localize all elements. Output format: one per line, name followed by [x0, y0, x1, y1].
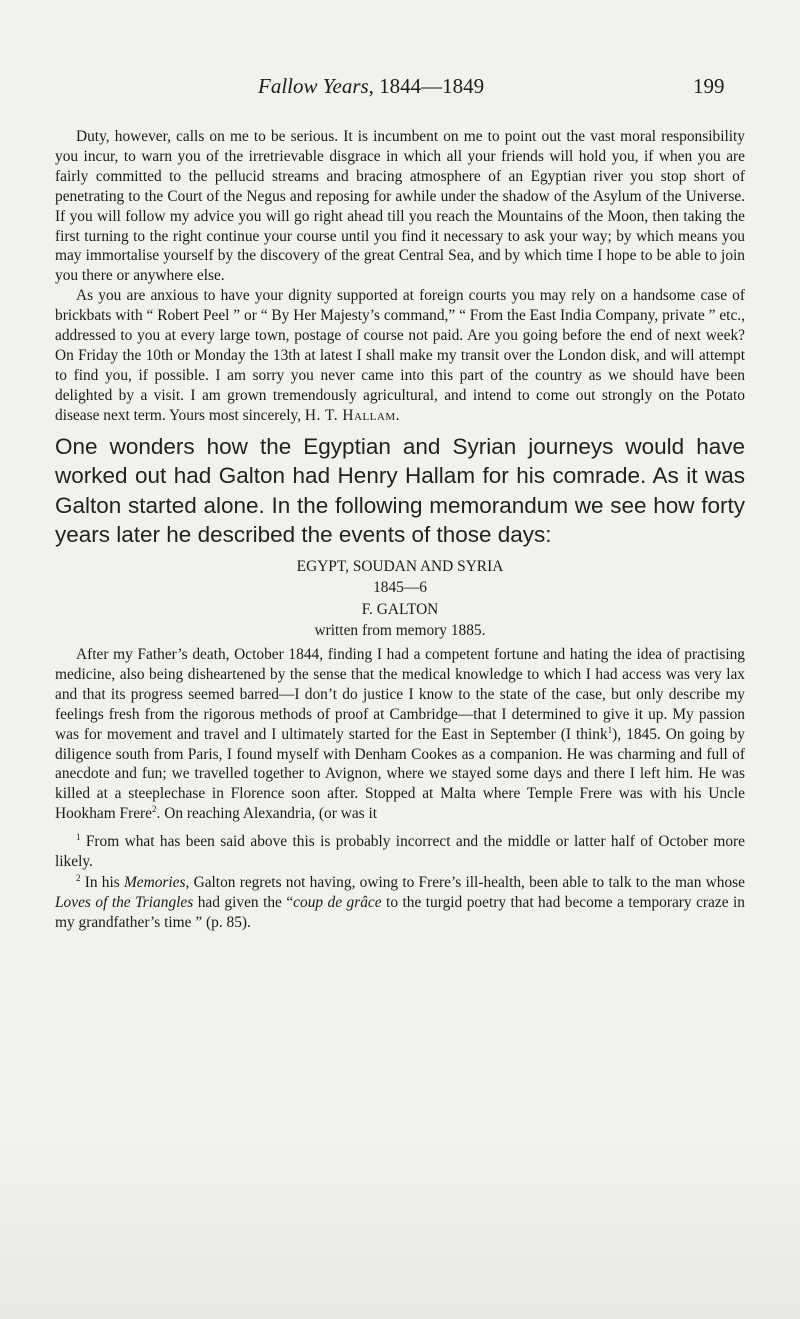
footnote-1-number: 1: [76, 832, 81, 842]
running-title-years: 1844—1849: [373, 74, 485, 98]
page-body: [55, 127, 745, 933]
running-title-italic: Fallow Years,: [258, 74, 374, 98]
footnote-2-book-title: Loves of the Triangles: [55, 893, 194, 911]
running-header: [0, 74, 800, 104]
commentary-paragraph: One wonders how the Egyptian and Syrian journeys would have worked out had Galton had Henry Hallam for his comrade. As it was Galton started alone. In the following memorandum we see how forty years later he described the events of those days:: [55, 433, 745, 548]
letter-paragraph-1: Duty, however, calls on me to be serious. It is incumbent on me to point out the vast moral responsibility you incur, to warn you of the irretrievable disgrace in which all your friends will hold you, if when you are fairly committed to the pellucid streams and bracing atmosphere of an Egyptian river you stop short of penetrating to the Court of the Negus and reposing for awhile under the shadow of the Asylum of the Universe. If you will follow my advice you will go right ahead till you reach the Mountains of the Moon, then taking the first turning to the right continue your course until you find it necessary to ask your way; by which means you may immortalise yourself by the discovery of the great Central Sea, and by which time I hope to be able to join you there or anywhere else.: [55, 128, 745, 285]
footnote-1-text: From what has been said above this is probably incorrect and the middle or latter half of October more likely.: [55, 833, 745, 871]
page-number: 199: [693, 74, 725, 98]
footnote-2-memories: Memories: [123, 873, 186, 891]
page-shadow: [0, 1139, 800, 1319]
footnote-2-number: 2: [76, 872, 81, 883]
footnote-2-mid2: had given the “: [193, 893, 294, 911]
footnote-1: [55, 832, 745, 872]
memo-text-c: . On reaching Alexandria, (or was it: [156, 805, 378, 823]
memo-text-a: After my Father’s death, October 1844, finding I had a competent fortune and hating the idea of practising medicine, also being disheartened by the sense that the medical knowledge to which I had access was very lax and that its progress seemed barred—I don’t do justice I know to the state of the case, but only describe my feelings fresh from the rigorous methods of proof at Cambridge—that I determined to give it up. My passion was for movement and travel and I ultimately started for the East in September (I think: [55, 645, 745, 743]
letter-paragraph-2: [55, 286, 745, 425]
memo-paragraph: [55, 645, 745, 824]
letter-signature: H. T. Hallam.: [304, 406, 400, 424]
footnote-2-pre: In his: [80, 873, 124, 891]
footnote-2-post: to the turgid poetry that had become a temporary craze in my grandfather’s time ” (p. 85).: [55, 893, 745, 931]
footnote-reference-1: 1: [607, 724, 613, 735]
footnote-2: [55, 873, 745, 934]
running-title: [258, 74, 484, 99]
memo-author: F. GALTON: [361, 600, 439, 618]
footnote-reference-2: 2: [152, 804, 157, 815]
letter-paragraph-2-text: As you are anxious to have your dignity supported at foreign courts you may rely on a handsome case of brickbats with “ Robert Peel ” or “ By Her Majesty’s command,” “ From the East India Company, private ” etc., addressed to you at every large town, postage of course not paid. Are you going before the end of next week? On Friday the 10th or Monday the 13th at latest I shall make my transit over the London disk, and will attempt to find you, if possible. I am sorry you never came into this part of the country as we should have been delighted by a visit. I am grown tremendously agricultural, and intend to come out strongly on the Potato disease next term. Yours most sincerely,: [55, 287, 745, 424]
memo-years: 1845—6: [373, 579, 427, 597]
footnote-2-mid: , Galton regrets not having, owing to Frere’s ill-health, been able to talk to the man whose: [185, 873, 746, 891]
memo-text-b: ), 1845. On going by diligence south from Paris, I found myself with Denham Cookes as a companion. He was charming and full of anecdote and fun; we travelled together to Avignon, where we stayed some days and there I left him. He was killed at a steeplechase in Florence soon after. Stopped at Malta where Temple Frere was with his Uncle Hookham Frere: [55, 725, 745, 823]
footnotes: [55, 832, 745, 933]
footnote-2-phrase: coup de grâce: [293, 893, 382, 911]
memo-title: EGYPT, SOUDAN AND SYRIA: [296, 557, 504, 575]
memo-note: written from memory 1885.: [314, 622, 486, 640]
